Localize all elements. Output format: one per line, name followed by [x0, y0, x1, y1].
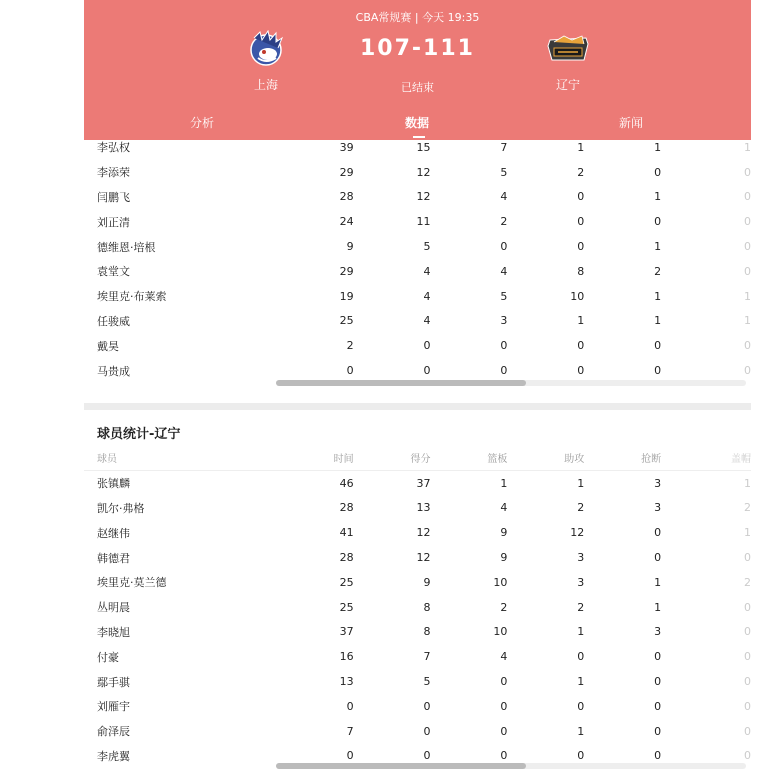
- column-header: 助攻: [564, 453, 585, 465]
- liaoning-scroll-thumb[interactable]: [276, 763, 526, 769]
- stat-cell: 0: [577, 190, 585, 204]
- game-header: [84, 0, 751, 140]
- stat-cell: 5: [500, 289, 508, 303]
- table-row[interactable]: [84, 309, 751, 334]
- section-separator: [84, 403, 751, 410]
- stat-cell: 0: [654, 339, 662, 353]
- stat-cell: 0: [346, 749, 354, 763]
- game-status: 已结束: [401, 81, 434, 94]
- stat-cell: 3: [500, 314, 508, 328]
- table-row[interactable]: [84, 644, 751, 669]
- table-row[interactable]: [84, 620, 751, 645]
- stat-cell: 9: [346, 240, 354, 254]
- stat-cell: 8: [423, 600, 431, 614]
- stat-cell: 39: [339, 140, 354, 154]
- stat-cell: 12: [416, 165, 431, 179]
- stat-cell: 13: [416, 501, 431, 515]
- stat-cell: 25: [339, 575, 354, 589]
- stat-cell: 4: [423, 264, 431, 278]
- stat-cell: 0: [654, 551, 662, 565]
- liaoning-table: [84, 445, 751, 763]
- stat-cell: 2: [346, 339, 354, 353]
- tab-analysis[interactable]: 分析: [190, 116, 215, 130]
- stat-cell: 4: [423, 314, 431, 328]
- stat-cell: 0: [654, 526, 662, 540]
- stat-cell: 0: [577, 364, 585, 378]
- column-header: 篮板: [487, 453, 508, 465]
- liaoning-stats-table[interactable]: [84, 445, 751, 763]
- shanghai-table: [84, 135, 751, 383]
- stat-cell: 0: [744, 364, 751, 378]
- stat-cell: 1: [654, 240, 662, 254]
- stat-cell: 2: [577, 600, 585, 614]
- table-row[interactable]: [84, 744, 751, 763]
- tab-news[interactable]: 新闻: [619, 116, 644, 130]
- stat-cell: 9: [500, 526, 508, 540]
- stat-cell: 5: [423, 675, 431, 689]
- game-page: [84, 0, 751, 769]
- stat-cell: 0: [500, 364, 508, 378]
- stat-cell: 1: [744, 526, 751, 540]
- stat-cell: 0: [744, 625, 751, 639]
- table-row[interactable]: [84, 570, 751, 595]
- stat-cell: 28: [339, 501, 354, 515]
- table-row[interactable]: [84, 234, 751, 259]
- player-name[interactable]: 凯尔·弗格: [97, 501, 145, 515]
- stat-cell: 0: [500, 749, 508, 763]
- stat-cell: 0: [654, 650, 662, 664]
- player-name[interactable]: 丛明晨: [97, 601, 130, 615]
- stat-cell: 1: [744, 289, 751, 303]
- table-row[interactable]: [84, 669, 751, 694]
- stat-cell: 0: [577, 699, 585, 713]
- table-row[interactable]: [84, 209, 751, 234]
- stat-cell: 0: [500, 699, 508, 713]
- table-row[interactable]: [84, 719, 751, 744]
- stat-cell: 1: [654, 575, 662, 589]
- stat-cell: 2: [654, 264, 662, 278]
- stat-cell: 4: [423, 289, 431, 303]
- table-row[interactable]: [84, 470, 751, 495]
- table-row[interactable]: [84, 545, 751, 570]
- stat-cell: 3: [577, 551, 585, 565]
- stat-cell: 15: [416, 140, 431, 154]
- player-name[interactable]: 李晓旭: [97, 625, 130, 639]
- game-time: 今天 19:35: [422, 11, 480, 24]
- stat-cell: 0: [654, 364, 662, 378]
- stat-cell: 12: [570, 526, 585, 540]
- stat-cell: 0: [577, 339, 585, 353]
- stat-cell: 2: [577, 165, 585, 179]
- column-header: 盖帽: [731, 453, 751, 465]
- stat-cell: 0: [423, 339, 431, 353]
- shanghai-stats-table[interactable]: [84, 135, 751, 383]
- stat-cell: 25: [339, 600, 354, 614]
- stat-cell: 0: [654, 215, 662, 229]
- active-tab-indicator: [413, 136, 425, 138]
- away-team[interactable]: [536, 30, 600, 93]
- stat-cell: 0: [744, 240, 751, 254]
- stat-cell: 25: [339, 314, 354, 328]
- stat-cell: 0: [423, 364, 431, 378]
- player-name[interactable]: 赵继伟: [97, 526, 130, 540]
- stat-cell: 1: [500, 476, 508, 490]
- table-row[interactable]: [84, 496, 751, 521]
- stat-cell: 1: [577, 140, 585, 154]
- stat-cell: 0: [346, 699, 354, 713]
- stat-cell: 29: [339, 264, 354, 278]
- stat-cell: 1: [744, 314, 751, 328]
- stat-cell: 0: [577, 215, 585, 229]
- stat-cell: 2: [500, 215, 508, 229]
- player-name[interactable]: 袁堂文: [97, 265, 130, 279]
- stat-cell: 0: [423, 699, 431, 713]
- stat-cell: 1: [654, 600, 662, 614]
- player-name[interactable]: 李弘权: [97, 141, 130, 155]
- column-header: 抢断: [641, 453, 662, 465]
- table-row[interactable]: [84, 595, 751, 620]
- stat-cell: 2: [500, 600, 508, 614]
- home-team-name: 上海: [253, 78, 278, 92]
- stat-cell: 10: [570, 289, 585, 303]
- stat-cell: 0: [500, 724, 508, 738]
- away-team-name: 辽宁: [555, 78, 580, 92]
- stat-cell: 0: [744, 724, 751, 738]
- stat-cell: 0: [346, 364, 354, 378]
- player-name[interactable]: 韩德君: [97, 551, 130, 565]
- stat-cell: 0: [577, 650, 585, 664]
- player-name[interactable]: 李添荣: [97, 166, 130, 180]
- table-row[interactable]: [84, 259, 751, 284]
- stat-cell: 4: [500, 650, 508, 664]
- liaoning-scrollbar[interactable]: [276, 763, 746, 769]
- player-name[interactable]: 闫鹏飞: [97, 190, 130, 204]
- shanghai-scroll-thumb[interactable]: [276, 380, 526, 386]
- table-row[interactable]: [84, 520, 751, 545]
- stat-cell: 7: [500, 140, 508, 154]
- stat-cell: 1: [577, 675, 585, 689]
- table-row[interactable]: [84, 185, 751, 210]
- stat-cell: 0: [577, 240, 585, 254]
- stat-cell: 28: [339, 190, 354, 204]
- player-name[interactable]: 刘雁宇: [97, 700, 130, 714]
- stat-cell: 7: [346, 724, 354, 738]
- stat-cell: 0: [744, 165, 751, 179]
- stat-cell: 2: [744, 575, 751, 589]
- stat-cell: 0: [423, 724, 431, 738]
- stat-cell: 9: [500, 551, 508, 565]
- info-divider: |: [414, 11, 423, 24]
- stat-cell: 0: [744, 600, 751, 614]
- stat-cell: 0: [654, 749, 662, 763]
- stat-cell: 0: [654, 699, 662, 713]
- column-header: 球员: [97, 453, 117, 465]
- stat-cell: 0: [744, 650, 751, 664]
- league-label: CBA常规赛: [355, 11, 412, 24]
- column-header: 得分: [410, 453, 431, 465]
- stat-cell: 2: [577, 501, 585, 515]
- player-name[interactable]: 戴昊: [97, 339, 119, 353]
- stat-cell: 12: [416, 526, 431, 540]
- stat-cell: 0: [744, 699, 751, 713]
- stat-cell: 29: [339, 165, 354, 179]
- player-name[interactable]: 埃里克·布莱索: [97, 290, 167, 304]
- stat-cell: 3: [654, 476, 662, 490]
- stat-cell: 0: [744, 551, 751, 565]
- stat-cell: 0: [423, 749, 431, 763]
- stat-cell: 46: [339, 476, 354, 490]
- stat-cell: 1: [654, 140, 662, 154]
- stat-cell: 10: [493, 575, 508, 589]
- stat-cell: 8: [577, 264, 585, 278]
- stat-cell: 0: [744, 675, 751, 689]
- stat-cell: 0: [500, 675, 508, 689]
- stat-cell: 0: [654, 724, 662, 738]
- table-header-row: [84, 445, 751, 470]
- stat-cell: 5: [423, 240, 431, 254]
- player-name[interactable]: 德维恩·培根: [97, 240, 156, 254]
- stat-cell: 3: [577, 575, 585, 589]
- stat-cell: 2: [744, 501, 751, 515]
- stat-cell: 1: [654, 314, 662, 328]
- stat-cell: 19: [339, 289, 354, 303]
- column-header: 时间: [333, 453, 354, 465]
- stat-cell: 1: [744, 140, 751, 154]
- player-name[interactable]: 李虎翼: [97, 749, 130, 763]
- stat-cell: 0: [654, 675, 662, 689]
- player-name[interactable]: 刘正清: [97, 215, 130, 229]
- stat-cell: 37: [339, 625, 354, 639]
- stat-cell: 1: [577, 625, 585, 639]
- stat-cell: 41: [339, 526, 354, 540]
- stat-cell: 9: [423, 575, 431, 589]
- stat-cell: 13: [339, 675, 354, 689]
- table-row[interactable]: [84, 694, 751, 719]
- player-name[interactable]: 鄢手骐: [97, 675, 130, 689]
- stat-cell: 1: [577, 314, 585, 328]
- stat-cell: 1: [654, 190, 662, 204]
- stat-cell: 0: [500, 339, 508, 353]
- stat-cell: 4: [500, 264, 508, 278]
- stat-cell: 0: [744, 215, 751, 229]
- stat-cell: 3: [654, 625, 662, 639]
- player-name[interactable]: 张镇麟: [97, 477, 130, 491]
- player-name[interactable]: 马贵成: [97, 364, 130, 378]
- stat-cell: 28: [339, 551, 354, 565]
- stat-cell: 0: [744, 190, 751, 204]
- stat-cell: 10: [493, 625, 508, 639]
- player-name[interactable]: 俞泽辰: [97, 725, 130, 739]
- game-info: [84, 9, 751, 25]
- table-row[interactable]: [84, 333, 751, 358]
- stat-cell: 4: [500, 190, 508, 204]
- stat-cell: 12: [416, 551, 431, 565]
- liaoning-logo-icon: [544, 30, 592, 68]
- stat-cell: 8: [423, 625, 431, 639]
- stat-cell: 4: [500, 501, 508, 515]
- stat-cell: 0: [744, 749, 751, 763]
- player-name[interactable]: 埃里克·莫兰德: [97, 576, 167, 590]
- player-name[interactable]: 任骏威: [97, 314, 130, 328]
- table-row[interactable]: [84, 284, 751, 309]
- liaoning-section-title: 球员统计-辽宁: [97, 427, 181, 442]
- stat-cell: 24: [339, 215, 354, 229]
- stat-cell: 0: [577, 749, 585, 763]
- stat-cell: 16: [339, 650, 354, 664]
- table-row[interactable]: [84, 160, 751, 185]
- stat-cell: 0: [744, 339, 751, 353]
- stat-cell: 0: [654, 165, 662, 179]
- final-score: 107-111: [360, 36, 475, 61]
- stat-cell: 1: [654, 289, 662, 303]
- stat-cell: 7: [423, 650, 431, 664]
- stat-cell: 0: [500, 240, 508, 254]
- stat-cell: 1: [577, 724, 585, 738]
- stat-cell: 0: [744, 264, 751, 278]
- stat-cell: 1: [744, 476, 751, 490]
- tab-data[interactable]: 数据: [405, 116, 430, 130]
- stat-cell: 12: [416, 190, 431, 204]
- stat-cell: 3: [654, 501, 662, 515]
- stat-cell: 37: [416, 476, 431, 490]
- stat-cell: 5: [500, 165, 508, 179]
- stat-cell: 1: [577, 476, 585, 490]
- stat-cell: 11: [416, 215, 431, 229]
- player-name[interactable]: 付豪: [97, 650, 119, 664]
- shanghai-scrollbar[interactable]: [276, 380, 746, 386]
